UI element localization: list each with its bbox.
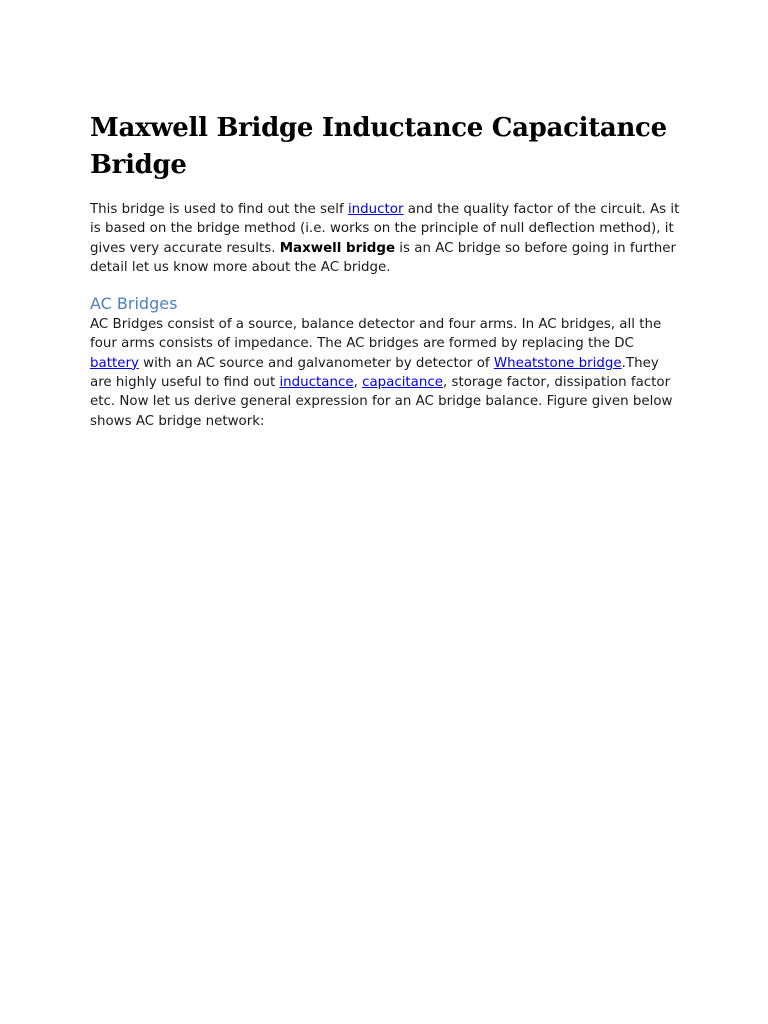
bold-maxwell-bridge: Maxwell bridge	[279, 240, 396, 256]
link-wheatstone-bridge[interactable]: Wheatstone bridge	[493, 355, 622, 371]
intro-text-3: is an AC bridge so before going in further detail let us know more about the AC bridge.	[90, 240, 677, 275]
intro-text-1: This bridge is used to find out the self	[90, 202, 348, 217]
intro-paragraph	[90, 200, 680, 277]
intro-text-2: and the quality factor of the circuit. As it is based on the bridge method (i.e. works on the principle of null deflection method), it gives very accurate results.	[90, 202, 680, 256]
section-text-5: , storage factor, dissipation factor etc. Now let us derive general expression for an AC bridge balance. Figure given below shows AC bridge network:	[90, 375, 673, 429]
section-text-3: .They are highly useful to find out	[90, 355, 659, 391]
link-inductance[interactable]: inductance	[279, 375, 354, 391]
section-text-2: with an AC source and galvanometer by detector of	[138, 355, 494, 371]
link-battery[interactable]: battery	[90, 355, 139, 371]
ac-bridges-paragraph	[90, 315, 680, 431]
page-title: Maxwell Bridge Inductance Capacitance Bridge	[90, 113, 667, 180]
section-text-4: ,	[353, 375, 363, 391]
document-page	[90, 110, 680, 431]
section-text-1: AC Bridges consist of a source, balance detector and four arms. In AC bridges, all the four arms consists of impedance. The AC bridges are formed by replacing the DC	[90, 317, 662, 352]
section-heading-ac-bridges: AC Bridges	[90, 294, 178, 314]
link-capacitance[interactable]: capacitance	[362, 375, 443, 391]
link-inductor[interactable]: inductor	[347, 202, 404, 217]
